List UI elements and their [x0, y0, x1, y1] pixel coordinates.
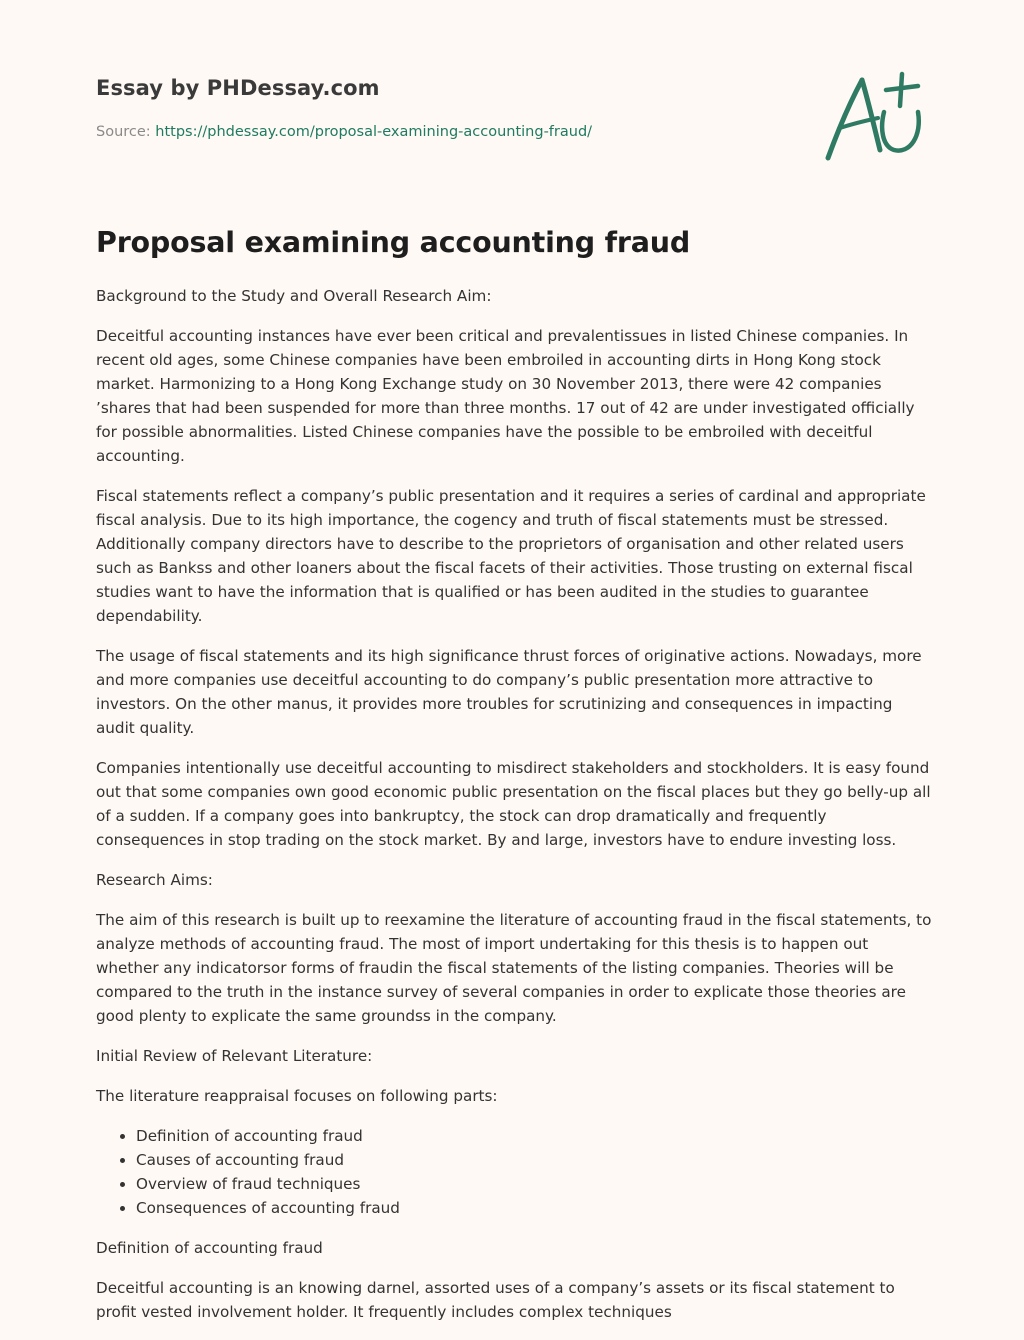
a-plus-logo-icon [818, 66, 930, 168]
source-link[interactable]: https://phdessay.com/proposal-examining-accounting-fraud/ [155, 124, 593, 140]
list-item: • Consequences of accounting fraud [136, 1196, 932, 1220]
paragraph: Companies intentionally use deceitful accounting to misdirect stakeholders and stockholders. It is easy found out that some companies own good economic public presentation on the fiscal places but they go belly-up all of a sudden. If a company goes into bankruptcy, the stock can drop dramatically and frequently consequences in stop trading on the stock market. By and large, investors have to endure investing loss. [96, 759, 931, 849]
paragraph: The aim of this research is built up to reexamine the literature of accounting fraud in the fiscal statements, to analyze methods of accounting fraud. The most of import undertaking for this thesis is to happen out whether any indicatorsor forms of fraudin the fiscal statements of the listing companies. Theories will be compared to the truth in the instance survey of several companies in order to explicate those theories are good plenty to explicate the same groundss in the company. [96, 911, 932, 1025]
paragraph: Background to the Study and Overall Research Aim: [96, 287, 492, 305]
list-item: • Causes of accounting fraud [136, 1148, 932, 1172]
paragraph: Fiscal statements reflect a company’s public presentation and it requires a series of cardinal and appropriate fiscal analysis. Due to its high importance, the cogency and truth of fiscal statements must be stressed. Additionally company directors have to describe to the proprietors of organisation and other related users such as Bankss and other loaners about the fiscal facets of their activities. Those trusting on external fiscal studies want to have the information that is qualified or has been audited in the studies to guarantee dependability. [96, 487, 926, 625]
paragraph: Deceitful accounting is an knowing darnel, assorted uses of a company’s assets or its fiscal statement to profit vested involvement holder. It frequently includes complex techniques [96, 1279, 895, 1321]
paragraph: Definition of accounting fraud [96, 1239, 323, 1257]
paragraph: The usage of fiscal statements and its high significance thrust forces of originative actions. Nowadays, more and more companies use deceitful accounting to do company’s public presentation more attractive to investors. On the other manus, it provides more troubles for scrutinizing and consequences in impacting audit quality. [96, 647, 922, 737]
source-label: Source: [96, 124, 151, 140]
article-body [96, 284, 932, 1340]
document-title: Proposal examining accounting fraud [96, 226, 691, 259]
list-item: • Overview of fraud techniques [136, 1172, 932, 1196]
paragraph: Research Aims: [96, 871, 213, 889]
paragraph: Initial Review of Relevant Literature: [96, 1047, 373, 1065]
paragraph: Deceitful accounting instances have ever been critical and prevalentissues in listed Chinese companies. In recent old ages, some Chinese companies have been embroiled in accounting dirts in Hong Kong stock market. Harmonizing to a Hong Kong Exchange study on 30 November 2013, there were 42 companies ’shares that had been suspended for more than three months. 17 out of 42 are under investigated officially for possible abnormalities. Listed Chinese companies have the possible to be embroiled with deceitful accounting. [96, 327, 915, 465]
bullet-list [96, 1124, 932, 1220]
source-line [96, 124, 592, 140]
list-item: • Definition of accounting fraud [136, 1124, 932, 1148]
paragraph: The literature reappraisal focuses on following parts: [96, 1087, 498, 1105]
site-brand-title: Essay by PHDessay.com [96, 76, 380, 100]
